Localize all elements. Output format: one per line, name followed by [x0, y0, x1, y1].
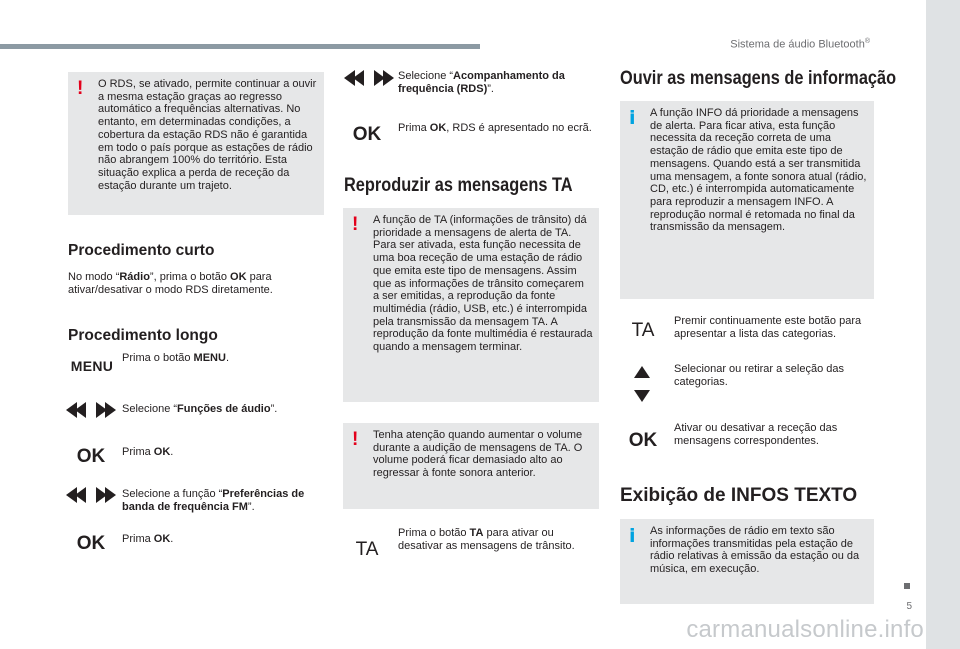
warning-icon: !: [77, 78, 84, 99]
up-down-arrows-icon: [634, 366, 650, 402]
ta-button-icon: TA: [631, 320, 655, 341]
page-header: Sistema de áudio Bluetooth®: [730, 38, 870, 51]
ok-button-icon: OK: [76, 533, 106, 554]
infos-texto-title: Exibição de INFOS TEXTO: [620, 485, 858, 506]
ta-step: Prima o botão TA para ativar ou desativar as mensagens de trânsito.: [398, 527, 575, 552]
info-step-3: Ativar ou desativar a receção das mensagens correspondentes.: [674, 422, 838, 447]
warning-icon: !: [352, 429, 359, 450]
rds-warning-note: ! O RDS, se ativado, permite continuar a ouvir a mesma estação graças ao regresso automático a frequências alternativas. No entanto, em determinadas condições, a cobertura da estação RDS não é garantida em todo o país porque as estações de rádio não abrangem 100% do território. Esta situação explica a perda de receção da estação durante um trajeto.: [68, 72, 324, 215]
long-step-5: Prima OK.: [122, 533, 174, 545]
ta-section-title: Reproduzir as mensagens TA: [344, 175, 573, 196]
short-procedure-text: No modo “Rádio”, prima o botão OK para ativar/desativar o modo RDS diretamente.: [68, 271, 273, 296]
ta-warning-note: ! A função de TA (informações de trânsito) dá prioridade a mensagens de alerta de TA. Para ser ativada, esta função necessita de uma boa receção de uma estação de rádio que emita este tipo de mensagens. Assim que as informações de trânsito começarem a ser emitidas, a reprodução da fonte multimédia (rádio, USB, etc.) é interrompida pela transmissão da mensagem TA. A reprodução da fonte multimédia é restaurada quando a mensagem terminar.: [343, 208, 599, 402]
infos-texto-note: i As informações de rádio em texto são informações transmitidas pela estação de rádio relativas à emissão da estação ou da música, em execução.: [620, 519, 874, 604]
short-procedure-title: Procedimento curto: [68, 242, 215, 259]
ok-button-icon: OK: [352, 124, 382, 145]
info-icon: i: [629, 525, 636, 547]
page-edge-band: [926, 0, 960, 649]
volume-warning-note: ! Tenha atenção quando aumentar o volume durante a audição de mensagens de TA. O volume poderá ficar demasiado alto ao regressar à fonte sonora anterior.: [343, 423, 599, 509]
long-step-4: Selecione a função “Preferências de banda de frequência FM”.: [122, 488, 305, 513]
info-icon: i: [629, 107, 636, 129]
left-right-arrows-icon: [344, 70, 394, 86]
watermark-text: carmanualsonline.info: [686, 616, 924, 643]
long-procedure-title: Procedimento longo: [68, 327, 218, 344]
ok-button-icon: OK: [76, 446, 106, 467]
info-step-1: Premir continuamente este botão para apresentar a lista das categorias.: [674, 315, 862, 340]
long-step-2: Selecione “Funções de áudio”.: [122, 403, 278, 415]
page-number: 5: [906, 601, 912, 612]
left-right-arrows-icon: [66, 487, 116, 503]
info-step-2: Selecionar ou retirar a seleção das categorias.: [674, 363, 844, 388]
left-right-arrows-icon: [66, 402, 116, 418]
ok-button-icon: OK: [628, 430, 658, 451]
menu-button-icon: MENU: [70, 358, 114, 374]
rds-step-1: Selecione “Acompanhamento da frequência (RDS)”.: [398, 70, 565, 95]
header-rule: [0, 44, 480, 49]
warning-icon: !: [352, 214, 359, 235]
long-step-3: Prima OK.: [122, 446, 174, 458]
ta-button-icon: TA: [355, 539, 379, 560]
info-note: i A função INFO dá prioridade a mensagens de alerta. Para ficar ativa, esta função necessita da receção correta de uma estação de rádio que emita este tipo de mensagens. Quando está a ser transmitida uma mensagem, a fonte sonora atual (rádio, CD, etc.) é interrompida automaticamente para reproduzir a mensagem INFO. A reprodução normal é retomada no final da transmissão da mensagem.: [620, 101, 874, 299]
continuation-marker: [904, 583, 910, 589]
info-section-title: Ouvir as mensagens de informação: [620, 68, 897, 89]
rds-step-2: Prima OK, RDS é apresentado no ecrã.: [398, 122, 592, 134]
long-step-1: Prima o botão MENU.: [122, 352, 229, 364]
